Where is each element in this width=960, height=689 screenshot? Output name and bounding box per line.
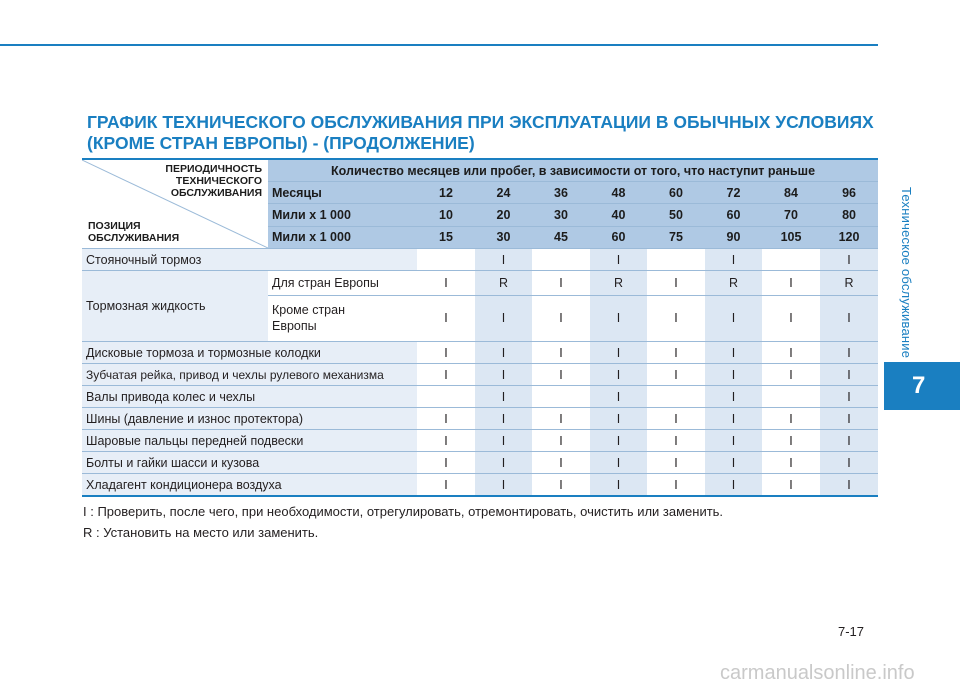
title-line-1: ГРАФИК ТЕХНИЧЕСКОГО ОБСЛУЖИВАНИЯ ПРИ ЭКСПЛУАТАЦИИ В ОБЫЧНЫХ УСЛОВИЯХ <box>87 112 874 132</box>
cell-value: I <box>475 452 532 474</box>
cell-value: I <box>532 295 590 341</box>
km-value: 90 <box>705 226 762 248</box>
cell-value: I <box>475 249 532 271</box>
corner-item-label: ПОЗИЦИЯ ОБСЛУЖИВАНИЯ <box>88 220 180 244</box>
cell-value: I <box>532 474 590 497</box>
miles-value: 60 <box>705 204 762 226</box>
cell-value: I <box>647 474 705 497</box>
title-line-2: (КРОМЕ СТРАН ЕВРОПЫ) - (ПРОДОЛЖЕНИЕ) <box>87 133 475 153</box>
cell-value: I <box>417 342 475 364</box>
cell-value: R <box>475 271 532 296</box>
months-value: 96 <box>820 182 878 204</box>
months-value: 48 <box>590 182 647 204</box>
corner-interval-label: ПЕРИОДИЧНОСТЬ ТЕХНИЧЕСКОГО ОБСЛУЖИВАНИЯ <box>165 163 262 199</box>
km-value: 120 <box>820 226 878 248</box>
cell-value: I <box>647 452 705 474</box>
cell-value: I <box>705 342 762 364</box>
km-value: 45 <box>532 226 590 248</box>
miles-value: 30 <box>532 204 590 226</box>
cell-value: I <box>532 452 590 474</box>
cell-value: I <box>417 452 475 474</box>
chapter-number: 7 <box>912 372 926 399</box>
cell-value: I <box>705 430 762 452</box>
cell-value <box>417 386 475 408</box>
cell-value: I <box>590 249 647 271</box>
cell-value: I <box>647 430 705 452</box>
cell-value: I <box>475 386 532 408</box>
km-label: Мили x 1 000 <box>268 226 417 248</box>
table-row <box>82 271 878 296</box>
cell-value: I <box>590 430 647 452</box>
cell-value: I <box>705 408 762 430</box>
cell-value <box>532 386 590 408</box>
cell-value: I <box>762 295 820 341</box>
cell-value: I <box>820 386 878 408</box>
cell-value: I <box>762 364 820 386</box>
table-row <box>82 364 878 386</box>
cell-value: I <box>475 342 532 364</box>
km-value: 30 <box>475 226 532 248</box>
cell-value: I <box>417 295 475 341</box>
cell-value: R <box>590 271 647 296</box>
km-value: 75 <box>647 226 705 248</box>
cell-value: I <box>532 271 590 296</box>
cell-value: I <box>762 271 820 296</box>
miles-value: 80 <box>820 204 878 226</box>
item-label: Валы привода колес и чехлы <box>82 386 417 408</box>
cell-value: I <box>475 474 532 497</box>
table-row <box>82 474 878 497</box>
cell-value: I <box>647 295 705 341</box>
months-value: 12 <box>417 182 475 204</box>
miles-value: 40 <box>590 204 647 226</box>
cell-value: I <box>590 408 647 430</box>
interval-header: Количество месяцев или пробег, в зависимости от того, что наступит раньше <box>268 159 878 182</box>
page-title <box>87 112 877 154</box>
miles-value: 20 <box>475 204 532 226</box>
header-rule <box>0 44 878 46</box>
cell-value: I <box>762 474 820 497</box>
table-row <box>82 249 878 271</box>
item-label: Стояночный тормоз <box>82 249 417 271</box>
cell-value: I <box>820 474 878 497</box>
header-row-interval <box>82 159 878 182</box>
months-value: 24 <box>475 182 532 204</box>
cell-value: I <box>475 408 532 430</box>
cell-value <box>647 386 705 408</box>
cell-value: I <box>417 430 475 452</box>
cell-value: I <box>532 430 590 452</box>
page-number: 7-17 <box>838 624 865 639</box>
sub-item-label: Кроме стран Европы <box>268 295 417 341</box>
km-value: 105 <box>762 226 820 248</box>
item-label: Болты и гайки шасси и кузова <box>82 452 417 474</box>
cell-value: I <box>820 342 878 364</box>
section-side-label: Техническое обслуживание <box>899 187 914 359</box>
cell-value <box>762 249 820 271</box>
km-value: 60 <box>590 226 647 248</box>
cell-value: I <box>475 364 532 386</box>
miles-label: Мили x 1 000 <box>268 204 417 226</box>
months-value: 36 <box>532 182 590 204</box>
item-label: Тормозная жидкость <box>82 271 268 342</box>
maintenance-schedule-table <box>82 158 878 497</box>
corner-header-cell <box>82 159 268 249</box>
miles-value: 10 <box>417 204 475 226</box>
watermark: carmanualsonline.info <box>720 662 915 684</box>
cell-value <box>762 386 820 408</box>
months-value: 72 <box>705 182 762 204</box>
table-row <box>82 408 878 430</box>
cell-value: I <box>705 474 762 497</box>
months-label: Месяцы <box>268 182 417 204</box>
cell-value: I <box>532 364 590 386</box>
table-row <box>82 452 878 474</box>
cell-value: I <box>705 386 762 408</box>
cell-value: I <box>590 364 647 386</box>
cell-value: I <box>417 271 475 296</box>
cell-value: I <box>820 249 878 271</box>
cell-value: I <box>705 295 762 341</box>
km-value: 15 <box>417 226 475 248</box>
months-value: 60 <box>647 182 705 204</box>
cell-value: I <box>820 430 878 452</box>
cell-value: I <box>590 386 647 408</box>
cell-value: I <box>762 408 820 430</box>
cell-value: I <box>820 364 878 386</box>
table-row <box>82 342 878 364</box>
cell-value: I <box>590 452 647 474</box>
cell-value: I <box>762 430 820 452</box>
cell-value <box>417 249 475 271</box>
cell-value: I <box>590 295 647 341</box>
item-label: Зубчатая рейка, привод и чехлы рулевого механизма <box>82 364 417 386</box>
cell-value: I <box>820 295 878 341</box>
cell-value: I <box>417 364 475 386</box>
cell-value: I <box>762 342 820 364</box>
cell-value: R <box>705 271 762 296</box>
item-label: Шины (давление и износ протектора) <box>82 408 417 430</box>
note-replace: R : Установить на место или заменить. <box>83 525 319 540</box>
cell-value: R <box>820 271 878 296</box>
cell-value <box>647 249 705 271</box>
cell-value: I <box>705 249 762 271</box>
cell-value: I <box>705 364 762 386</box>
item-label: Хладагент кондиционера воздуха <box>82 474 417 497</box>
cell-value: I <box>820 408 878 430</box>
cell-value: I <box>647 408 705 430</box>
item-label: Дисковые тормоза и тормозные колодки <box>82 342 417 364</box>
miles-value: 50 <box>647 204 705 226</box>
cell-value: I <box>647 271 705 296</box>
sub-item-label: Для стран Европы <box>268 271 417 296</box>
cell-value: I <box>475 430 532 452</box>
item-label: Шаровые пальцы передней подвески <box>82 430 417 452</box>
cell-value: I <box>532 342 590 364</box>
note-inspect: I : Проверить, после чего, при необходимости, отрегулировать, отремонтировать, очистить или заменить. <box>83 504 724 519</box>
months-value: 84 <box>762 182 820 204</box>
chapter-tab <box>884 362 960 410</box>
cell-value: I <box>590 342 647 364</box>
miles-value: 70 <box>762 204 820 226</box>
cell-value <box>532 249 590 271</box>
table-row <box>82 430 878 452</box>
cell-value: I <box>417 474 475 497</box>
legend-notes <box>83 503 723 541</box>
cell-value: I <box>532 408 590 430</box>
cell-value: I <box>762 452 820 474</box>
cell-value: I <box>590 474 647 497</box>
cell-value: I <box>647 342 705 364</box>
table-row <box>82 386 878 408</box>
cell-value: I <box>475 295 532 341</box>
cell-value: I <box>705 452 762 474</box>
cell-value: I <box>647 364 705 386</box>
cell-value: I <box>820 452 878 474</box>
cell-value: I <box>417 408 475 430</box>
